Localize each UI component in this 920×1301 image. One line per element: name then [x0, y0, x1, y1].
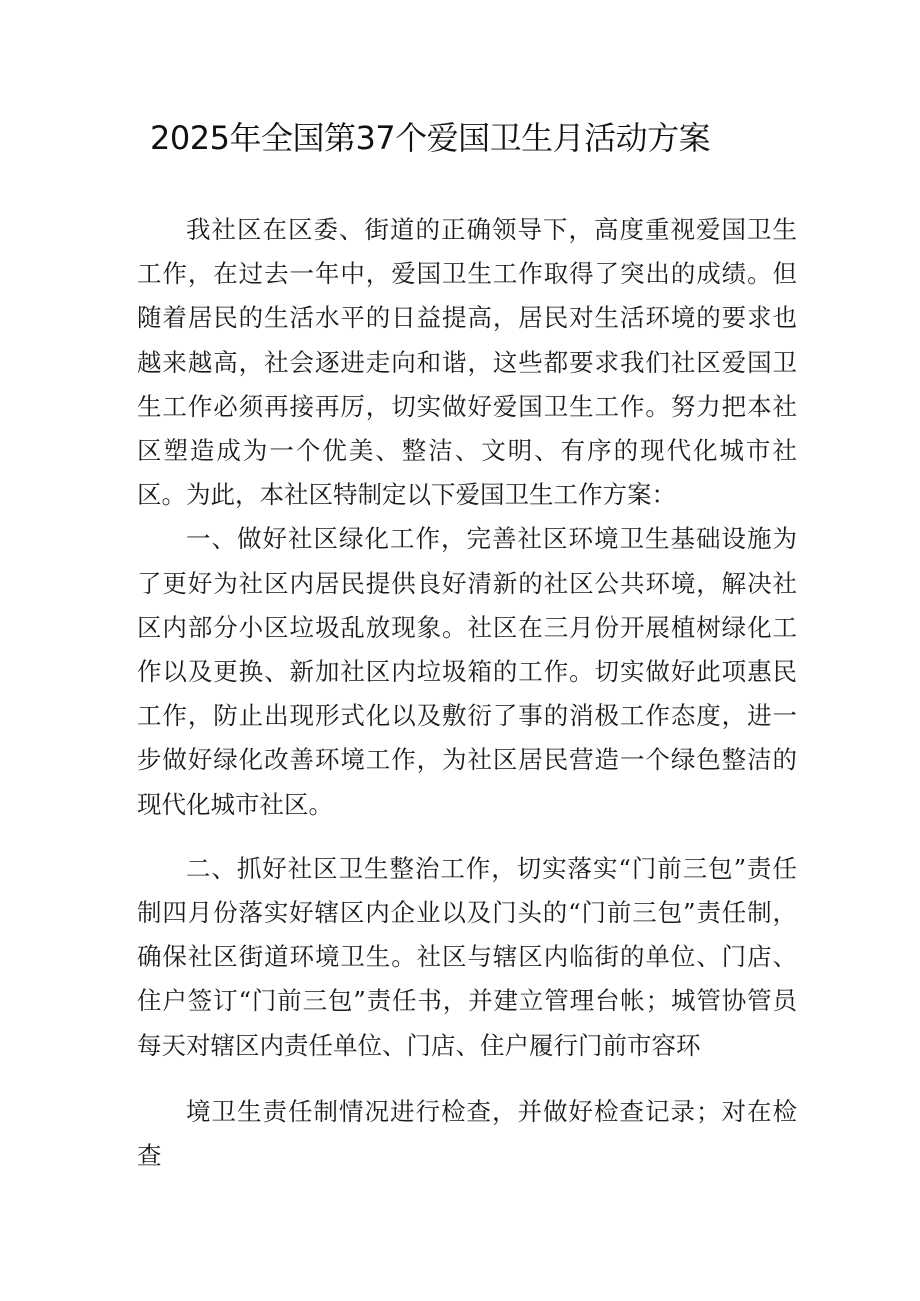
- paragraph-section-2: 二、抓好社区卫生整治工作，切实落实“门前三包”责任制四月份落实好辖区内企业以及门头的“门前三包”责任制，确保社区街道环境卫生。社区与辖区内临街的单位、门店、住户签订“门前三包”责任书，并建立管理台帐；城管协管员每天对辖区内责任单位、门店、住户履行门前市容环: [137, 853, 797, 1060]
- document-body: [137, 208, 797, 1178]
- paragraph-section-1: 一、做好社区绿化工作，完善社区环境卫生基础设施为了更好为社区内居民提供良好清新的社区公共环境，解决社区内部分小区垃圾乱放现象。社区在三月份开展植树绿化工作以及更换、新加社区内垃圾箱的工作。切实做好此项惠民工作，防止出现形式化以及敷衍了事的消极工作态度，进一步做好绿化改善环境工作，为社区居民营造一个绿色整洁的现代化城市社区。: [137, 524, 797, 819]
- document-title: 2025年全国第37个爱国卫生月活动方案: [150, 119, 711, 157]
- paragraph-continuation: 境卫生责任制情况进行检查，并做好检查记录；对在检查: [137, 1096, 797, 1171]
- paragraph-intro: 我社区在区委、街道的正确领导下，高度重视爱国卫生工作，在过去一年中，爱国卫生工作取得了突出的成绩。但随着居民的生活水平的日益提高，居民对生活环境的要求也越来越高，社会逐进走向和谐，这些都要求我们社区爱国卫生工作必须再接再厉，切实做好爱国卫生工作。努力把本社区塑造成为一个优美、整洁、文明、有序的现代化城市社区。为此，本社区特制定以下爱国卫生工作方案：: [137, 215, 797, 510]
